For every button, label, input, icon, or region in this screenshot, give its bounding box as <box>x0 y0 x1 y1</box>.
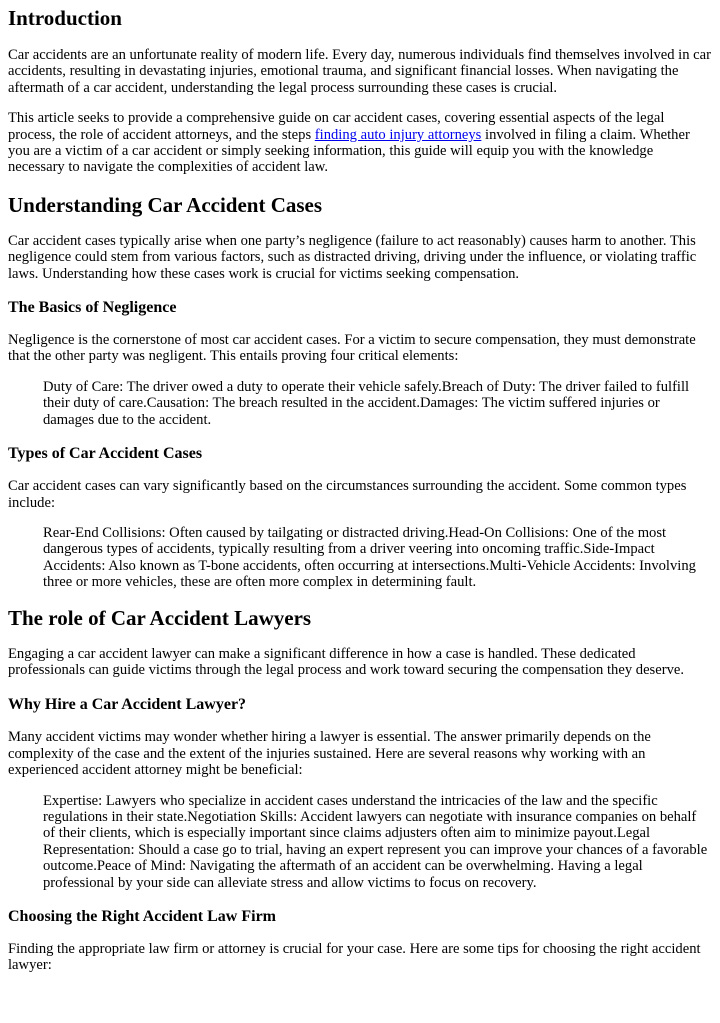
paragraph-intro-2 <box>8 110 712 176</box>
paragraph-role: Engaging a car accident lawyer can make a significant difference in how a case is handled. These dedicated professionals can guide victims through the legal process and work toward securing the compensation they deserve. <box>8 645 684 678</box>
heading-choosing-law-firm: Choosing the Right Accident Law Firm <box>8 908 276 925</box>
paragraph-understanding: Car accident cases typically arise when one party’s negligence (failure to act reasonably) causes harm to another. This negligence could stem from various factors, such as distracted driving, driving under the influence, or violating traffic laws. Understanding how these cases work is crucial for victims seeking compensation. <box>8 232 697 282</box>
heading-understanding-car-accident-cases: Understanding Car Accident Cases <box>8 192 323 217</box>
blockquote-hire-reasons: Expertise: Lawyers who specialize in accident cases understand the intricacies of the law and the specific regulations in their state.Negotiation Skills: Accident lawyers can negotiate with insurance companies on behalf of their clients, which is especially important since claims adjusters often aim to minimize payout.Legal Representation: Should a case go to trial, having an expert represent you can improve your chances of a favorable outcome.Peace of Mind: Navigating the aftermath of an accident can be overwhelming. Having a legal professional by your side can alleviate stress and allow victims to focus on recovery. <box>43 792 708 891</box>
link-finding-auto-injury-attorneys[interactable]: finding auto injury attorneys <box>314 126 482 143</box>
heading-introduction: Introduction <box>8 6 122 30</box>
heading-role-of-car-accident-lawyers: The role of Car Accident Lawyers <box>8 605 312 630</box>
paragraph-why-hire: Many accident victims may wonder whether hiring a lawyer is essential. The answer primarily depends on the complexity of the case and the extent of the injuries sustained. Here are several reasons why working with an experienced accident attorney might be beneficial: <box>8 729 651 779</box>
paragraph-intro-2-text-b: involved in filing a claim. Whether you are a victim of a car accident or simply seeking information, this guide will equip you with the knowledge necessary to navigate the complexities of accident law. <box>8 126 690 176</box>
article <box>0 6 720 974</box>
paragraph-choosing: Finding the appropriate law firm or attorney is crucial for your case. Here are some tips for choosing the right accident lawyer: <box>8 941 701 974</box>
paragraph-types: Car accident cases can vary significantly based on the circumstances surrounding the accident. Some common types include: <box>8 478 687 511</box>
heading-types-of-car-accident-cases: Types of Car Accident Cases <box>8 445 203 463</box>
paragraph-negligence: Negligence is the cornerstone of most car accident cases. For a victim to secure compensation, they must demonstrate that the other party was negligent. This entails proving four critical elements: <box>8 332 696 365</box>
heading-basics-of-negligence: The Basics of Negligence <box>8 299 177 317</box>
paragraph-intro-2-text-a: This article seeks to provide a comprehensive guide on car accident cases, covering essential aspects of the legal process, the role of accident attorneys, and the steps <box>8 110 665 143</box>
paragraph-intro-1: Car accidents are an unfortunate reality of modern life. Every day, numerous individuals find themselves involved in car accidents, resulting in devastating injuries, emotional trauma, and significant financial losses. When navigating the aftermath of a car accident, understanding the legal process surrounding these cases is crucial. <box>8 47 711 96</box>
blockquote-negligence-elements: Duty of Care: The driver owed a duty to operate their vehicle safely.Breach of Duty: The driver failed to fulfill their duty of care.Causation: The breach resulted in the accident.Damages: The victim suffered injuries or damages due to the accident. <box>43 378 690 428</box>
heading-why-hire-a-lawyer: Why Hire a Car Accident Lawyer? <box>8 696 247 714</box>
blockquote-accident-types: Rear-End Collisions: Often caused by tailgating or distracted driving.Head-On Collisions: One of the most dangerous types of accidents, typically resulting from a driver veering into oncoming traffic.Side-Impact Accidents: Also known as T-bone accidents, often occurring at intersections.Multi-Vehicle Accidents: Involving three or more vehicles, these are often more complex in determining fault. <box>43 524 696 591</box>
